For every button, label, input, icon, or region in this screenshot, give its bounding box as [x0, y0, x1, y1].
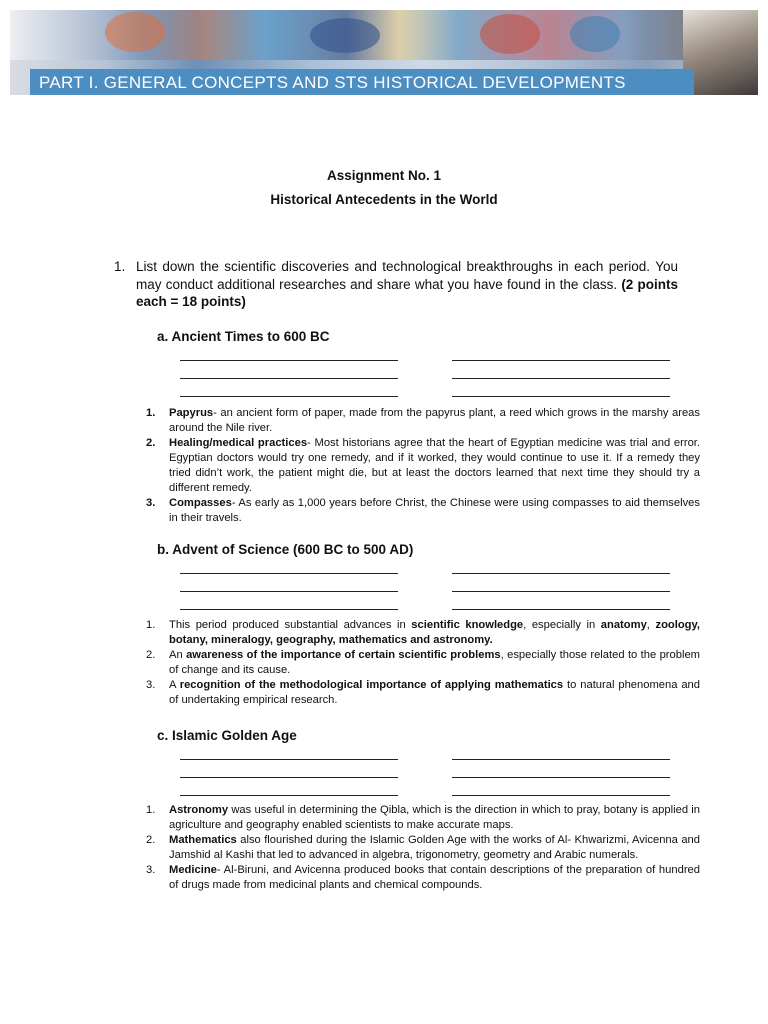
list-item	[146, 618, 700, 648]
list-item-text: was useful in determining the Qibla, which is the direction in which to pray, botany is applied in agriculture and geography enabled scientists to make accurate maps.	[169, 804, 700, 831]
answer-line[interactable]	[180, 396, 398, 397]
section-b-heading: b. Advent of Science (600 BC to 500 AD)	[157, 542, 414, 557]
list-item-bold-text: Compasses	[169, 497, 232, 509]
list-item-number: 2.	[146, 834, 156, 846]
list-item-text: - As early as 1,000 years before Christ, the Chinese were using compasses to aid themselves in their travels.	[169, 497, 700, 524]
list-item-bold-text: Mathematics	[169, 834, 237, 846]
answer-line[interactable]	[180, 609, 398, 610]
list-item-bold-text: awareness of the importance of certain scientific problems	[186, 649, 501, 661]
list-item-bold-text: scientific knowledge	[411, 619, 524, 631]
banner-decoration	[310, 18, 380, 53]
answer-line[interactable]	[452, 378, 670, 379]
answer-line[interactable]	[452, 396, 670, 397]
answer-line[interactable]	[180, 759, 398, 760]
banner-decoration	[480, 14, 540, 54]
answer-line[interactable]	[452, 609, 670, 610]
list-item-text: ,	[646, 619, 656, 631]
list-item	[146, 803, 700, 833]
answer-line[interactable]	[452, 777, 670, 778]
list-item-text: to natural phenomena and of undertaking empirical research.	[169, 679, 700, 706]
list-item-bold-text: anatomy	[600, 619, 647, 631]
list-item-text: , especially in	[523, 619, 601, 631]
question-number: 1.	[114, 259, 126, 274]
list-item-text: An	[169, 649, 187, 661]
answer-line[interactable]	[452, 795, 670, 796]
list-item-text: - Al-Biruni, and Avicenna produced books that contain descriptions of the preparation of hundred of drugs made from medicinal plants and chemical compounds.	[169, 864, 700, 891]
list-item-number: 1.	[146, 804, 156, 816]
list-item-number: 1.	[146, 407, 156, 419]
list-item-number: 3.	[146, 497, 156, 509]
list-item-text: also flourished during the Islamic Golden Age with the works of Al- Khwarizmi, Avicenna and Jamshid al Kashi that led to advanced in algebra, trigonometry, geometry and Arabic numerals.	[169, 834, 700, 861]
list-item-text: A	[169, 679, 180, 691]
list-item-text: , especially those related to the problem of change and its cause.	[169, 649, 700, 676]
answer-line[interactable]	[452, 360, 670, 361]
banner-decoration	[570, 16, 620, 52]
banner-photo-right	[683, 10, 758, 95]
list-item-number: 2.	[146, 437, 156, 449]
header-banner	[10, 10, 758, 95]
banner-decoration	[105, 12, 165, 52]
answer-line[interactable]	[180, 573, 398, 574]
assignment-number: Assignment No. 1	[326, 168, 442, 183]
question-text: List down the scientific discoveries and technological breakthroughs in each period. You may conduct additional researches and share what you have found in the class.	[136, 259, 678, 292]
assignment-title: Historical Antecedents in the World	[270, 192, 498, 207]
list-item	[146, 833, 700, 863]
list-item-bold-text: recognition of the methodological importance of applying mathematics	[179, 679, 564, 691]
list-item-number: 2.	[146, 649, 156, 661]
answer-line[interactable]	[180, 591, 398, 592]
banner-title: PART I. GENERAL CONCEPTS AND STS HISTORICAL DEVELOPMENTS	[39, 73, 626, 92]
list-item-number: 1.	[146, 619, 156, 631]
list-item	[146, 496, 700, 526]
list-item	[146, 678, 700, 708]
list-item	[146, 648, 700, 678]
list-item-bold-text: Papyrus	[169, 407, 214, 419]
list-item	[146, 406, 700, 436]
list-item-bold-text: Healing/medical practices	[169, 437, 308, 449]
list-item-number: 3.	[146, 679, 156, 691]
list-item-bold-text: Astronomy	[169, 804, 229, 816]
answer-line[interactable]	[180, 777, 398, 778]
section-c-heading: c. Islamic Golden Age	[157, 728, 297, 743]
answer-line[interactable]	[452, 573, 670, 574]
section-c-items	[146, 803, 700, 893]
question-1	[114, 258, 678, 311]
answer-line[interactable]	[452, 591, 670, 592]
list-item-bold-text: Medicine	[169, 864, 217, 876]
list-item	[146, 863, 700, 893]
list-item-text: - an ancient form of paper, made from the papyrus plant, a reed which grows in the marshy areas around the Nile river.	[169, 407, 700, 434]
answer-line[interactable]	[180, 378, 398, 379]
answer-line[interactable]	[180, 795, 398, 796]
banner-title-bar	[30, 69, 694, 95]
section-b-items	[146, 618, 700, 708]
list-item-text: - Most historians agree that the heart of Egyptian medicine was trial and error. Egyptian doctors would try one remedy, and if it worked, they would continue to use it. If a remedy they tried didn’t work, the patient might die, but at least the doctors learned that next time they should try a different remedy.	[169, 437, 701, 494]
section-a-items	[146, 406, 700, 526]
list-item-text: This period produced substantial advances in	[169, 619, 412, 631]
answer-line[interactable]	[180, 360, 398, 361]
answer-line[interactable]	[452, 759, 670, 760]
question-points: (2 points each = 18 points)	[136, 276, 679, 309]
list-item-number: 3.	[146, 864, 156, 876]
list-item-bold-text: zoology, botany, mineralogy, geography, mathematics and astronomy.	[169, 619, 701, 646]
list-item	[146, 436, 700, 496]
section-a-heading: a. Ancient Times to 600 BC	[157, 329, 330, 344]
